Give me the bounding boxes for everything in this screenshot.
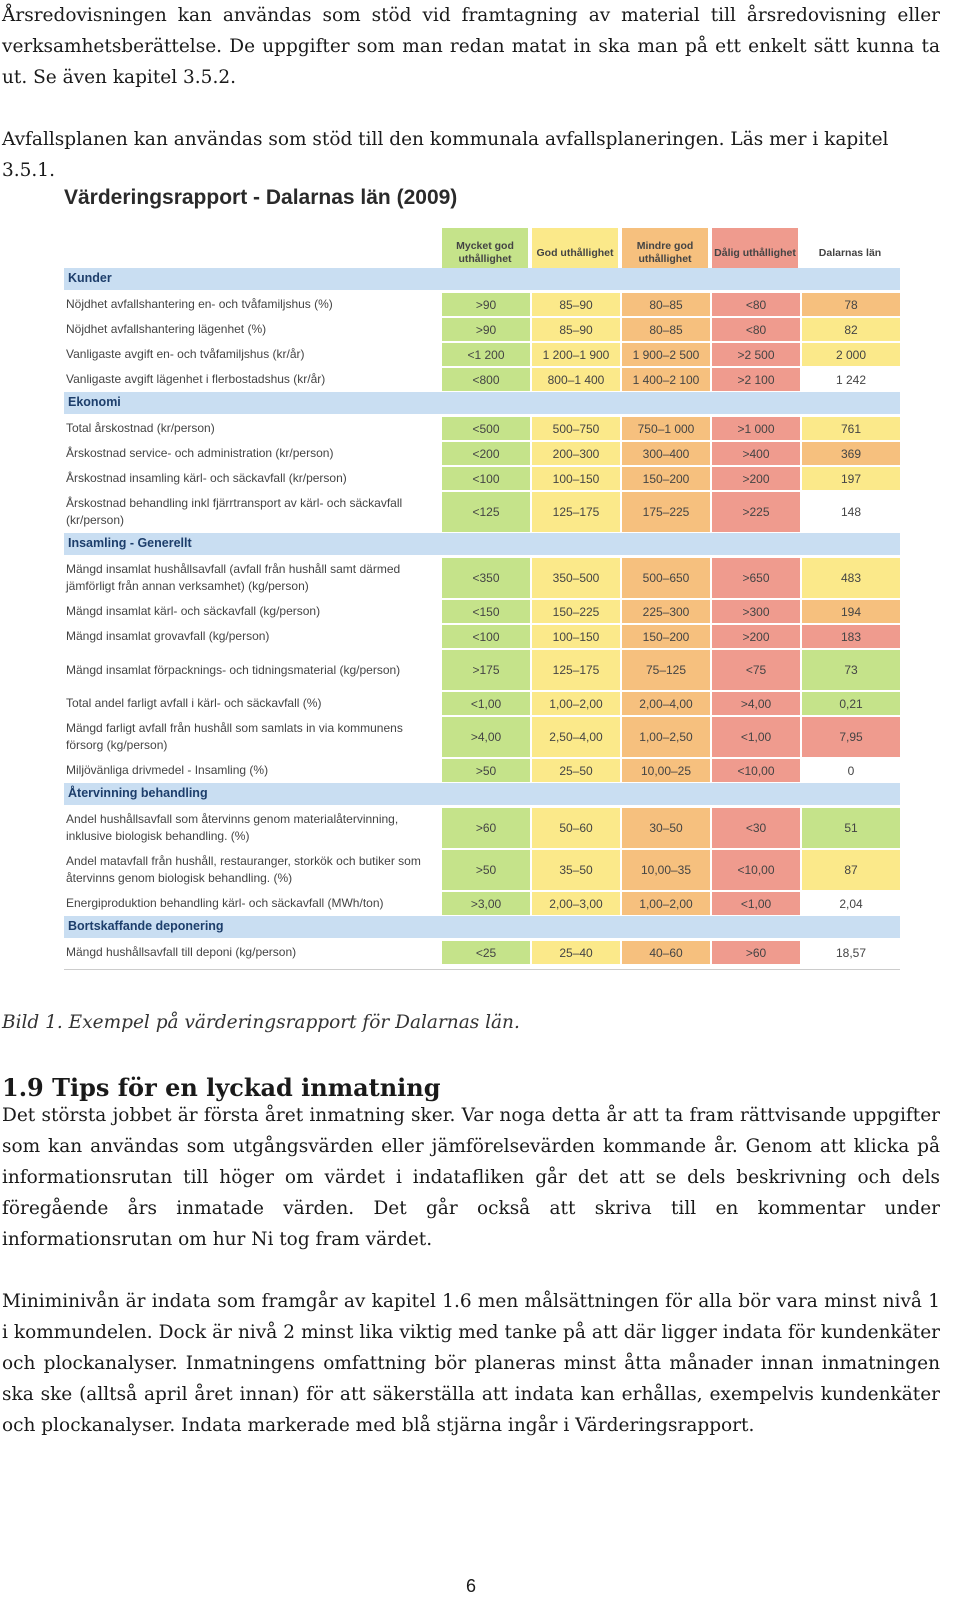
report-title: Värderingsrapport - Dalarnas län (2009): [64, 186, 458, 209]
county-value-cell: 183: [802, 625, 900, 648]
threshold-cell: 500–750: [532, 417, 620, 440]
county-value-cell: 369: [802, 442, 900, 465]
threshold-cell: >200: [712, 625, 800, 648]
threshold-cell: 1 900–2 500: [622, 343, 710, 366]
report-row-label: Mängd insamlat kärl- och säckavfall (kg/person): [66, 604, 321, 618]
threshold-cell: 2,50–4,00: [532, 717, 620, 757]
column-header-good: God uthållighet: [532, 228, 618, 278]
threshold-cell: >650: [712, 558, 800, 598]
report-row: [64, 940, 900, 965]
threshold-cell: 750–1 000: [622, 417, 710, 440]
report-row-label: Nöjdhet avfallshantering en- och tvåfamiljshus (%): [66, 297, 333, 311]
threshold-cell: <125: [442, 492, 530, 532]
report-row-label: Årskostnad insamling kärl- och säckavfall (kr/person): [66, 471, 347, 485]
report-section-label: Insamling - Generellt: [68, 536, 192, 550]
threshold-cell: <10,00: [712, 850, 800, 890]
report-row-label: Miljövänliga drivmedel - Insamling (%): [66, 763, 269, 777]
threshold-cell: 40–60: [622, 941, 710, 964]
threshold-cell: <75: [712, 650, 800, 690]
threshold-cell: 85–90: [532, 318, 620, 341]
threshold-cell: 30–50: [622, 808, 710, 848]
threshold-cell: 125–175: [532, 650, 620, 690]
county-value-cell: 18,57: [802, 941, 900, 964]
report-row-label: Total andel farligt avfall i kärl- och säckavfall (%): [66, 696, 322, 710]
threshold-cell: <1 200: [442, 343, 530, 366]
column-header-poor: Dålig uthållighet: [712, 228, 798, 278]
report-section-header: [64, 268, 900, 290]
report-row: [64, 441, 900, 466]
report-row: [64, 416, 900, 441]
county-value-cell: 194: [802, 600, 900, 623]
report-row: [64, 292, 900, 317]
threshold-cell: 35–50: [532, 850, 620, 890]
threshold-cell: 1,00–2,00: [622, 892, 710, 915]
threshold-cell: 80–85: [622, 293, 710, 316]
report-row: [64, 466, 900, 491]
threshold-cell: >1 000: [712, 417, 800, 440]
threshold-cell: 125–175: [532, 492, 620, 532]
report-row: [64, 491, 900, 533]
report-section-header: [64, 392, 900, 414]
threshold-cell: 225–300: [622, 600, 710, 623]
report-row-label: Årskostnad behandling inkl fjärrtransport av kärl- och säckavfall (kr/person): [66, 496, 403, 527]
column-header-county: Dalarnas län: [802, 228, 898, 278]
report-section-header: [64, 783, 900, 805]
report-row: [64, 649, 900, 691]
figure-caption: Bild 1. Exempel på värderingsrapport för Dalarnas län.: [2, 1012, 520, 1033]
threshold-cell: <200: [442, 442, 530, 465]
threshold-cell: 75–125: [622, 650, 710, 690]
threshold-cell: <80: [712, 293, 800, 316]
report-row: [64, 317, 900, 342]
threshold-cell: >60: [442, 808, 530, 848]
threshold-cell: >4,00: [712, 692, 800, 715]
threshold-cell: <100: [442, 625, 530, 648]
report-section-label: Bortskaffande deponering: [68, 919, 224, 933]
county-value-cell: 2,04: [802, 892, 900, 915]
threshold-cell: 500–650: [622, 558, 710, 598]
threshold-cell: >50: [442, 850, 530, 890]
threshold-cell: 2,00–4,00: [622, 692, 710, 715]
report-row-label: Andel matavfall från hushåll, restauranger, storkök och butiker som återvinns genom biologisk behandling. (%): [66, 854, 421, 885]
threshold-cell: >300: [712, 600, 800, 623]
threshold-cell: >50: [442, 759, 530, 782]
county-value-cell: 761: [802, 417, 900, 440]
report-row: [64, 716, 900, 758]
county-value-cell: 0: [802, 759, 900, 782]
county-value-cell: 78: [802, 293, 900, 316]
report-bottom-rule: [64, 969, 900, 970]
threshold-cell: >3,00: [442, 892, 530, 915]
threshold-cell: 150–225: [532, 600, 620, 623]
report-row: [64, 367, 900, 392]
report-row: [64, 758, 900, 783]
column-header-very-good: Mycket god uthållighet: [442, 228, 528, 278]
county-value-cell: 87: [802, 850, 900, 890]
report-section-header: [64, 533, 900, 555]
report-row-label: Andel hushållsavfall som återvinns genom materialåtervinning, inklusive biologisk behandling. (%): [66, 812, 399, 843]
threshold-cell: 150–200: [622, 467, 710, 490]
threshold-cell: <1,00: [442, 692, 530, 715]
report-row: [64, 891, 900, 916]
threshold-cell: >2 100: [712, 368, 800, 391]
threshold-cell: <80: [712, 318, 800, 341]
threshold-cell: 85–90: [532, 293, 620, 316]
report-row: [64, 849, 900, 891]
county-value-cell: 483: [802, 558, 900, 598]
threshold-cell: >200: [712, 467, 800, 490]
threshold-cell: >90: [442, 318, 530, 341]
report-row: [64, 624, 900, 649]
report-row: [64, 807, 900, 849]
county-value-cell: 7,95: [802, 717, 900, 757]
threshold-cell: <10,00: [712, 759, 800, 782]
county-value-cell: 73: [802, 650, 900, 690]
intro-paragraph-1: Årsredovisningen kan användas som stöd vid framtagning av material till årsredovisning eller verksamhetsberättelse. De uppgifter som man redan matat in ska man på ett enkelt sätt kunna ta ut. Se även kapitel 3.5.2.: [2, 5, 940, 88]
threshold-cell: >90: [442, 293, 530, 316]
threshold-cell: >2 500: [712, 343, 800, 366]
threshold-cell: 10,00–35: [622, 850, 710, 890]
threshold-cell: <500: [442, 417, 530, 440]
report-row: [64, 691, 900, 716]
threshold-cell: 200–300: [532, 442, 620, 465]
section-heading: 1.9 Tips för en lyckad inmatning: [2, 1073, 441, 1102]
threshold-cell: 1 200–1 900: [532, 343, 620, 366]
threshold-cell: 100–150: [532, 625, 620, 648]
body-paragraph-2: Miniminivån är indata som framgår av kapitel 1.6 men målsättningen för alla bör vara minst nivå 1 i kommundelen. Dock är nivå 2 minst lika viktig med tanke på att där ligger indata för kundenkäter och plockanalyser. Inmatningens omfattning bör planeras minst åtta månader innan inmatningen ska ske (alltså april året innan) för att säkerställa att indata kan erhållas, exempelvis kundenkäter och plockanalyser. Indata markerade med blå stjärna ingår i Värderingsrapport.: [2, 1291, 940, 1436]
report-row-label: Vanligaste avgift en- och tvåfamiljshus (kr/år): [66, 347, 305, 361]
threshold-cell: 350–500: [532, 558, 620, 598]
threshold-cell: 25–50: [532, 759, 620, 782]
threshold-cell: <100: [442, 467, 530, 490]
report-row: [64, 557, 900, 599]
threshold-cell: >400: [712, 442, 800, 465]
threshold-cell: <150: [442, 600, 530, 623]
county-value-cell: 1 242: [802, 368, 900, 391]
report-row-label: Mängd insamlat hushållsavfall (avfall från hushåll samt därmed jämförligt från annan verksamhet) (kg/person): [66, 562, 401, 593]
threshold-cell: >60: [712, 941, 800, 964]
report-row-label: Energiproduktion behandling kärl- och säckavfall (MWh/ton): [66, 896, 384, 910]
county-value-cell: 0,21: [802, 692, 900, 715]
threshold-cell: 1 400–2 100: [622, 368, 710, 391]
threshold-cell: 25–40: [532, 941, 620, 964]
threshold-cell: <1,00: [712, 717, 800, 757]
report-section-label: Kunder: [68, 271, 112, 285]
threshold-cell: 300–400: [622, 442, 710, 465]
threshold-cell: 50–60: [532, 808, 620, 848]
threshold-cell: 2,00–3,00: [532, 892, 620, 915]
threshold-cell: 1,00–2,50: [622, 717, 710, 757]
county-value-cell: 148: [802, 492, 900, 532]
report-row: [64, 599, 900, 624]
threshold-cell: <1,00: [712, 892, 800, 915]
threshold-cell: 800–1 400: [532, 368, 620, 391]
county-value-cell: 51: [802, 808, 900, 848]
county-value-cell: 2 000: [802, 343, 900, 366]
report-row-label: Total årskostnad (kr/person): [66, 421, 215, 435]
threshold-cell: 100–150: [532, 467, 620, 490]
valuation-report-image: [62, 184, 900, 1004]
report-row-label: Mängd insamlat grovavfall (kg/person): [66, 629, 270, 643]
threshold-cell: <800: [442, 368, 530, 391]
report-section-label: Ekonomi: [68, 395, 121, 409]
threshold-cell: <25: [442, 941, 530, 964]
report-row-label: Mängd hushållsavfall till deponi (kg/person): [66, 945, 297, 959]
report-row-label: Nöjdhet avfallshantering lägenhet (%): [66, 322, 267, 336]
threshold-cell: <350: [442, 558, 530, 598]
column-header-less-good: Mindre god uthållighet: [622, 228, 708, 278]
report-section-label: Återvinning behandling: [68, 786, 208, 800]
report-row-label: Mängd insamlat förpacknings- och tidningsmaterial (kg/person): [66, 662, 401, 677]
threshold-cell: 150–200: [622, 625, 710, 648]
report-row-label: Årskostnad service- och administration (kr/person): [66, 446, 334, 460]
report-row-label: Vanligaste avgift lägenhet i flerbostadshus (kr/år): [66, 372, 326, 386]
threshold-cell: 1,00–2,00: [532, 692, 620, 715]
threshold-cell: 175–225: [622, 492, 710, 532]
intro-paragraph-2: Avfallsplanen kan användas som stöd till den kommunala avfallsplaneringen. Läs mer i kapitel 3.5.1.: [2, 129, 889, 181]
threshold-cell: >175: [442, 650, 530, 690]
report-row: [64, 342, 900, 367]
body-paragraph-1: Det största jobbet är första året inmatning sker. Var noga detta år att ta fram rättvisande uppgifter som kan användas som utgångsvärden eller jämförelsevärden kommande år. Genom att klicka på informationsrutan till höger om värdet i indatafliken går det att se dels beskrivning och dels föregående års inmatade värden. Det går också att skriva till en kommentar under informationsrutan om hur Ni tog fram värdet.: [2, 1105, 940, 1250]
report-row-label: Mängd farligt avfall från hushåll som samlats in via kommunens försorg (kg/person): [66, 721, 403, 752]
threshold-cell: >4,00: [442, 717, 530, 757]
report-section-header: [64, 916, 900, 938]
threshold-cell: 10,00–25: [622, 759, 710, 782]
county-value-cell: 82: [802, 318, 900, 341]
threshold-cell: 80–85: [622, 318, 710, 341]
page-number: 6: [466, 1576, 477, 1596]
threshold-cell: >225: [712, 492, 800, 532]
county-value-cell: 197: [802, 467, 900, 490]
threshold-cell: <30: [712, 808, 800, 848]
